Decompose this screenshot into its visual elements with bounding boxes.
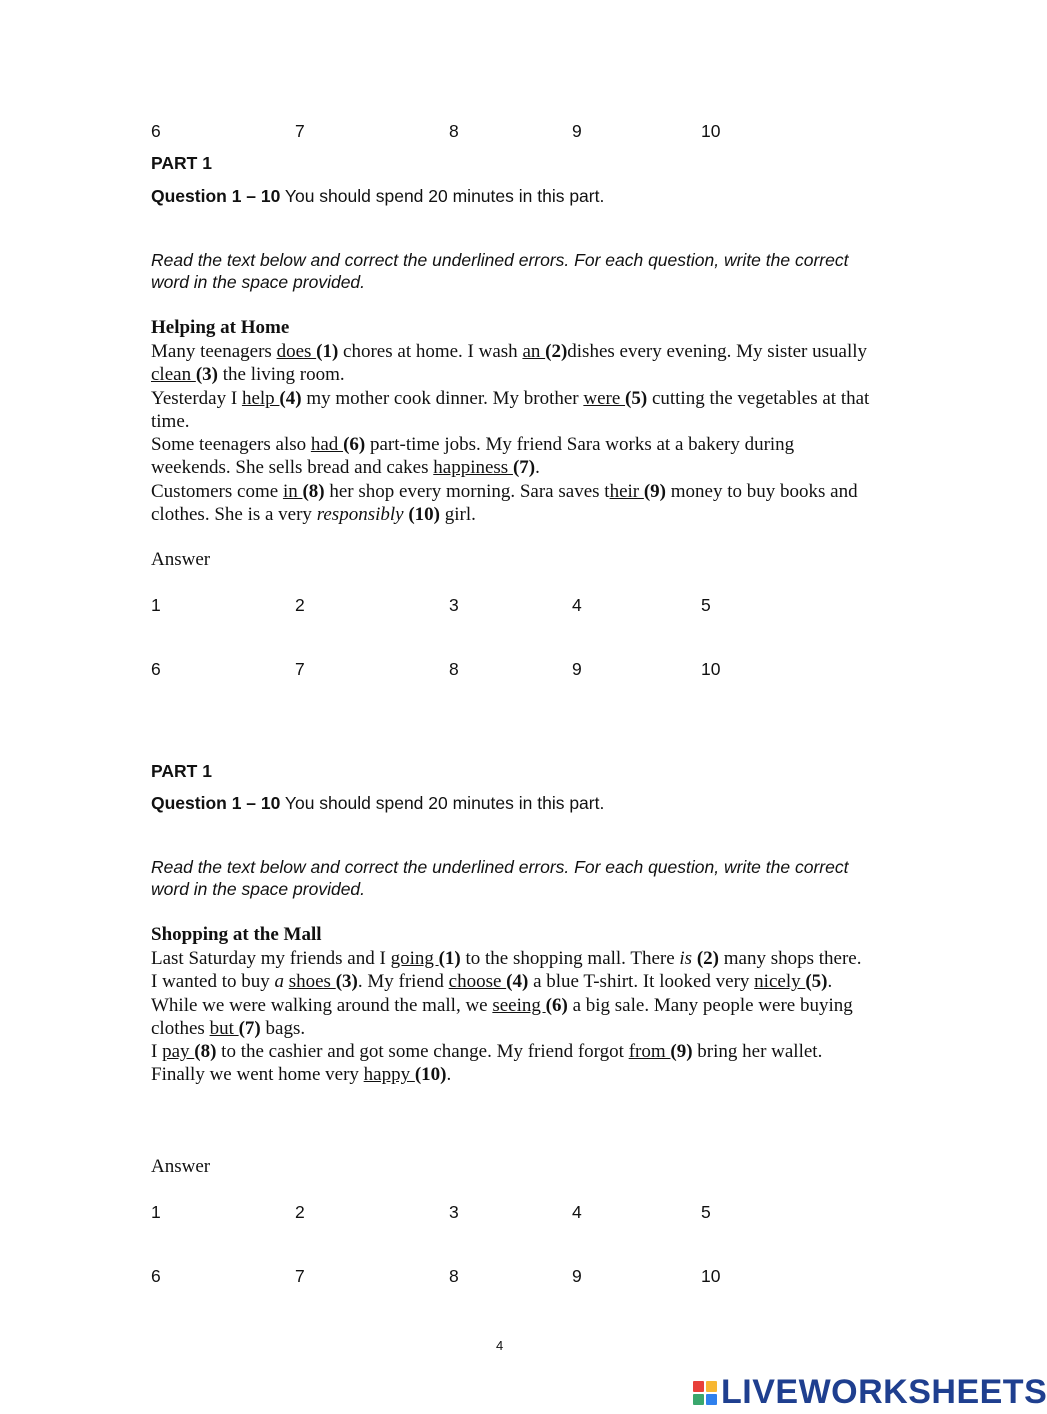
answer-number[interactable]: 3	[449, 595, 459, 615]
passage-paragraph: Many teenagers does (1) chores at home. I wash an (2)dishes every evening. My sister usually clean (3) the living room.	[151, 341, 868, 386]
answer-number[interactable]: 5	[701, 1202, 711, 1222]
answer-label: Answer	[151, 549, 211, 570]
question-marker: (10)	[414, 1064, 447, 1086]
error-word: heir	[609, 480, 644, 502]
question-marker: (4)	[506, 971, 529, 993]
error-word: going	[390, 948, 439, 969]
passage-paragraph: I wanted to buy a shoes (3). My friend choose (4) a blue T-shirt. It looked very nicely (5).	[151, 971, 833, 993]
passage-paragraph: Last Saturday my friends and I going (1) to the shopping mall. There is (2) many shops there.	[151, 948, 862, 969]
answer-number[interactable]: 9	[572, 1266, 582, 1286]
question-range: Question 1 – 10	[151, 186, 281, 206]
error-word: help	[241, 387, 280, 409]
question-range: Question 1 – 10	[151, 793, 281, 813]
error-word: had	[310, 434, 344, 456]
answer-number: 8	[449, 121, 459, 141]
logo-text: LIVEWORKSHEETS	[721, 1373, 1047, 1411]
error-word: but	[209, 1017, 239, 1039]
instruction-text: Read the text below and correct the underlined errors. For each question, write the correct word in the space provided.	[151, 250, 849, 292]
answer-number[interactable]: 8	[449, 1266, 459, 1286]
error-word-italic: responsibly	[316, 504, 404, 526]
question-marker: (1)	[316, 341, 339, 362]
error-word: choose	[448, 971, 507, 993]
error-word: pay	[162, 1041, 195, 1063]
part-heading: PART 1	[151, 153, 212, 173]
answer-number[interactable]: 7	[295, 1266, 305, 1286]
question-marker: (1)	[438, 948, 461, 969]
question-marker: (2)	[696, 948, 719, 969]
question-marker: (3)	[195, 364, 218, 386]
logo-block	[706, 1381, 717, 1392]
question-marker: (6)	[545, 994, 568, 1016]
answer-number: 9	[572, 121, 582, 141]
article-italic: a	[274, 971, 284, 993]
answer-number[interactable]: 6	[151, 1266, 161, 1286]
answer-number[interactable]: 10	[701, 659, 721, 679]
answer-number[interactable]: 8	[449, 659, 459, 679]
question-marker: (6)	[343, 434, 366, 456]
answer-number: 10	[701, 121, 721, 141]
error-word: from	[628, 1041, 671, 1063]
instruction-text: Read the text below and correct the underlined errors. For each question, write the correct word in the space provided.	[151, 857, 849, 899]
answer-number[interactable]: 1	[151, 1202, 161, 1222]
error-word: an	[522, 341, 546, 362]
question-marker: (5)	[625, 387, 648, 409]
answer-number[interactable]: 6	[151, 659, 161, 679]
passage-paragraph: Some teenagers also had (6) part-time jobs. My friend Sara works at a bakery during weekends. She sells bread and cakes happiness (7).	[151, 434, 795, 479]
answer-number[interactable]: 2	[295, 1202, 305, 1222]
answer-number[interactable]: 10	[701, 1266, 721, 1286]
question-note: You should spend 20 minutes in this part.	[284, 793, 605, 813]
question-marker: (3)	[335, 971, 358, 993]
question-marker: (8)	[194, 1041, 217, 1063]
question-marker: (7)	[512, 457, 536, 479]
passage-paragraph: Yesterday I help (4) my mother cook dinner. My brother were (5) cutting the vegetables at that time.	[151, 387, 870, 432]
liveworksheets-logo[interactable]	[693, 1373, 1047, 1412]
logo-icon	[693, 1381, 717, 1405]
question-marker: (8)	[302, 480, 325, 502]
answer-number[interactable]: 7	[295, 659, 305, 679]
answer-number: 6	[151, 121, 161, 141]
error-word: does	[276, 341, 317, 362]
question-line	[151, 793, 604, 814]
page-number: 4	[496, 1338, 504, 1353]
question-marker: (9)	[670, 1041, 693, 1063]
answer-number[interactable]: 5	[701, 595, 711, 615]
logo-block	[693, 1394, 704, 1405]
error-word: seeing	[492, 994, 546, 1016]
error-word: shoes	[288, 971, 336, 993]
question-marker: (4)	[279, 387, 302, 409]
logo-block	[706, 1394, 717, 1405]
passage-text	[151, 340, 871, 526]
answer-number: 7	[295, 121, 305, 141]
question-marker: (2)	[545, 341, 568, 362]
answer-number[interactable]: 2	[295, 595, 305, 615]
error-word: in	[282, 480, 303, 502]
answer-number[interactable]: 1	[151, 595, 161, 615]
question-line	[151, 186, 604, 207]
question-marker: (5)	[805, 971, 828, 993]
passage-title: Shopping at the Mall	[151, 924, 322, 945]
passage-paragraph: I pay (8) to the cashier and got some change. My friend forgot from (9) bring her wallet. Finally we went home very happy (10).	[151, 1041, 823, 1086]
logo-block	[693, 1381, 704, 1392]
answer-number[interactable]: 3	[449, 1202, 459, 1222]
part-heading: PART 1	[151, 761, 212, 781]
question-marker: (9)	[643, 480, 667, 502]
question-marker: (7)	[238, 1017, 261, 1039]
passage-paragraph: While we were walking around the mall, we seeing (6) a big sale. Many people were buying clothes but (7) bags.	[151, 994, 853, 1039]
error-word: clean	[151, 364, 196, 386]
error-word: were	[583, 387, 626, 409]
answer-number[interactable]: 4	[572, 1202, 582, 1222]
answer-number[interactable]: 4	[572, 595, 582, 615]
passage-paragraph: Customers come in (8) her shop every morning. Sara saves their (9) money to buy books and clothes. She is a very responsibly (10) girl.	[151, 480, 858, 526]
answer-label: Answer	[151, 1156, 211, 1177]
error-word: happy	[363, 1064, 415, 1086]
error-word-italic: is	[679, 948, 693, 969]
question-marker: (10)	[408, 504, 440, 526]
error-word: happiness	[433, 457, 513, 479]
error-word: nicely	[754, 971, 806, 993]
answer-number[interactable]: 9	[572, 659, 582, 679]
passage-title: Helping at Home	[151, 317, 290, 338]
passage-text	[151, 947, 871, 1087]
question-note: You should spend 20 minutes in this part.	[284, 186, 605, 206]
